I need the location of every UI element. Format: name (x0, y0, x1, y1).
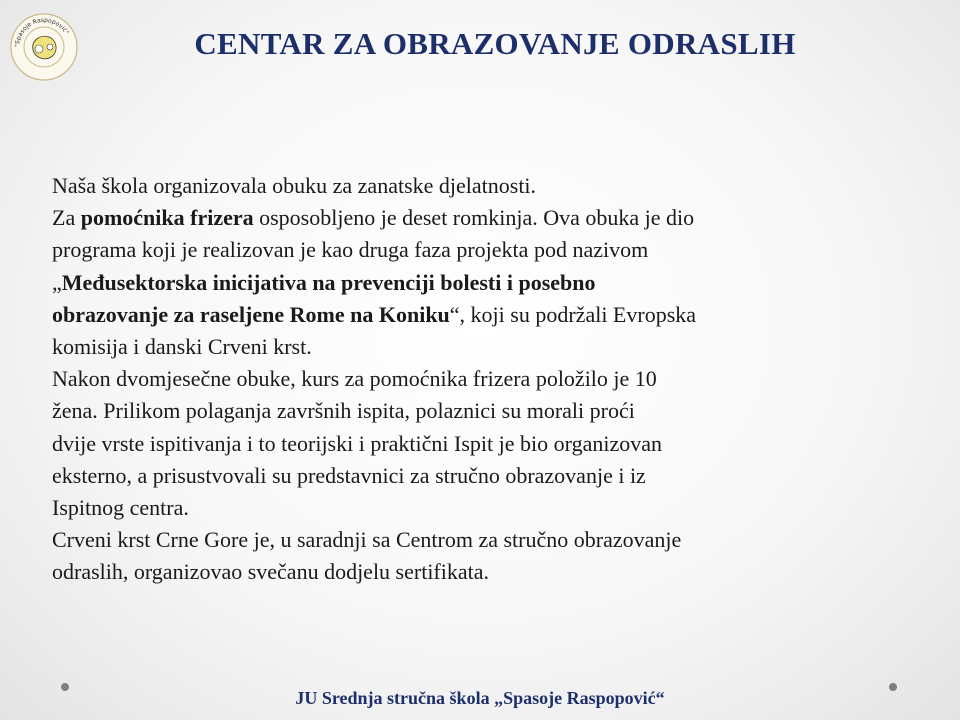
text-line (52, 524, 912, 556)
text-segment: komisija i danski Crveni krst. (52, 333, 312, 359)
text-segment: “, koji su podržali Evropska (449, 301, 697, 327)
text-segment: programa koji je realizovan je kao druga faza projekta pod nazivom (52, 237, 649, 263)
svg-text:"Spasoje Raspopović": "Spasoje Raspopović" (13, 16, 71, 48)
text-segment: Naša škola organizovala obuku za zanatske djelatnosti. (52, 173, 537, 198)
text-segment: Ispitnog centra. (52, 494, 189, 520)
text-segment: žena. Prilikom polaganja završnih ispita, polaznici su morali proći (52, 398, 635, 424)
text-line (52, 170, 912, 202)
text-segment: osposobljeno je deset romkinja. Ova obuka je dio (253, 205, 695, 231)
text-line (52, 202, 912, 234)
school-logo (9, 12, 79, 82)
text-line (52, 556, 912, 588)
bold-text: pomoćnika frizera (80, 205, 254, 231)
slide-footer: JU Srednja stručna škola „Spasoje Raspopović“ (295, 688, 665, 708)
text-line (52, 267, 912, 299)
text-segment: eksterno, a prisustvovali su predstavnici za stručno obrazovanje i iz (52, 462, 646, 488)
text-segment: Nakon dvomjesečne obuke, kurs za pomoćnika frizera položilo je 10 (52, 366, 657, 392)
text-line (52, 428, 912, 460)
text-line (52, 363, 912, 395)
text-segment: Crveni krst Crne Gore je, u saradnji sa Centrom za stručno obrazovanje (52, 527, 682, 553)
bold-text: Međusektorska inicijativa na prevenciji bolesti i posebno (61, 269, 596, 295)
text-line (52, 395, 912, 427)
slide-body-text (52, 170, 912, 588)
slide-title: CENTAR ZA OBRAZOVANJE ODRASLIH (194, 26, 796, 61)
text-line (52, 492, 912, 524)
text-segment: odraslih, organizovao svečanu dodjelu sertifikata. (52, 559, 490, 585)
text-segment: „ (52, 269, 62, 295)
text-segment: dvije vrste ispitivanja i to teorijski i praktični Ispit je bio organizovan (52, 430, 662, 456)
text-segment: Za (52, 205, 81, 231)
text-line (52, 299, 912, 331)
bold-text: obrazovanje za raseljene Rome na Koniku (52, 301, 450, 327)
text-line (52, 460, 912, 492)
text-line (52, 234, 912, 266)
text-line (52, 331, 912, 363)
